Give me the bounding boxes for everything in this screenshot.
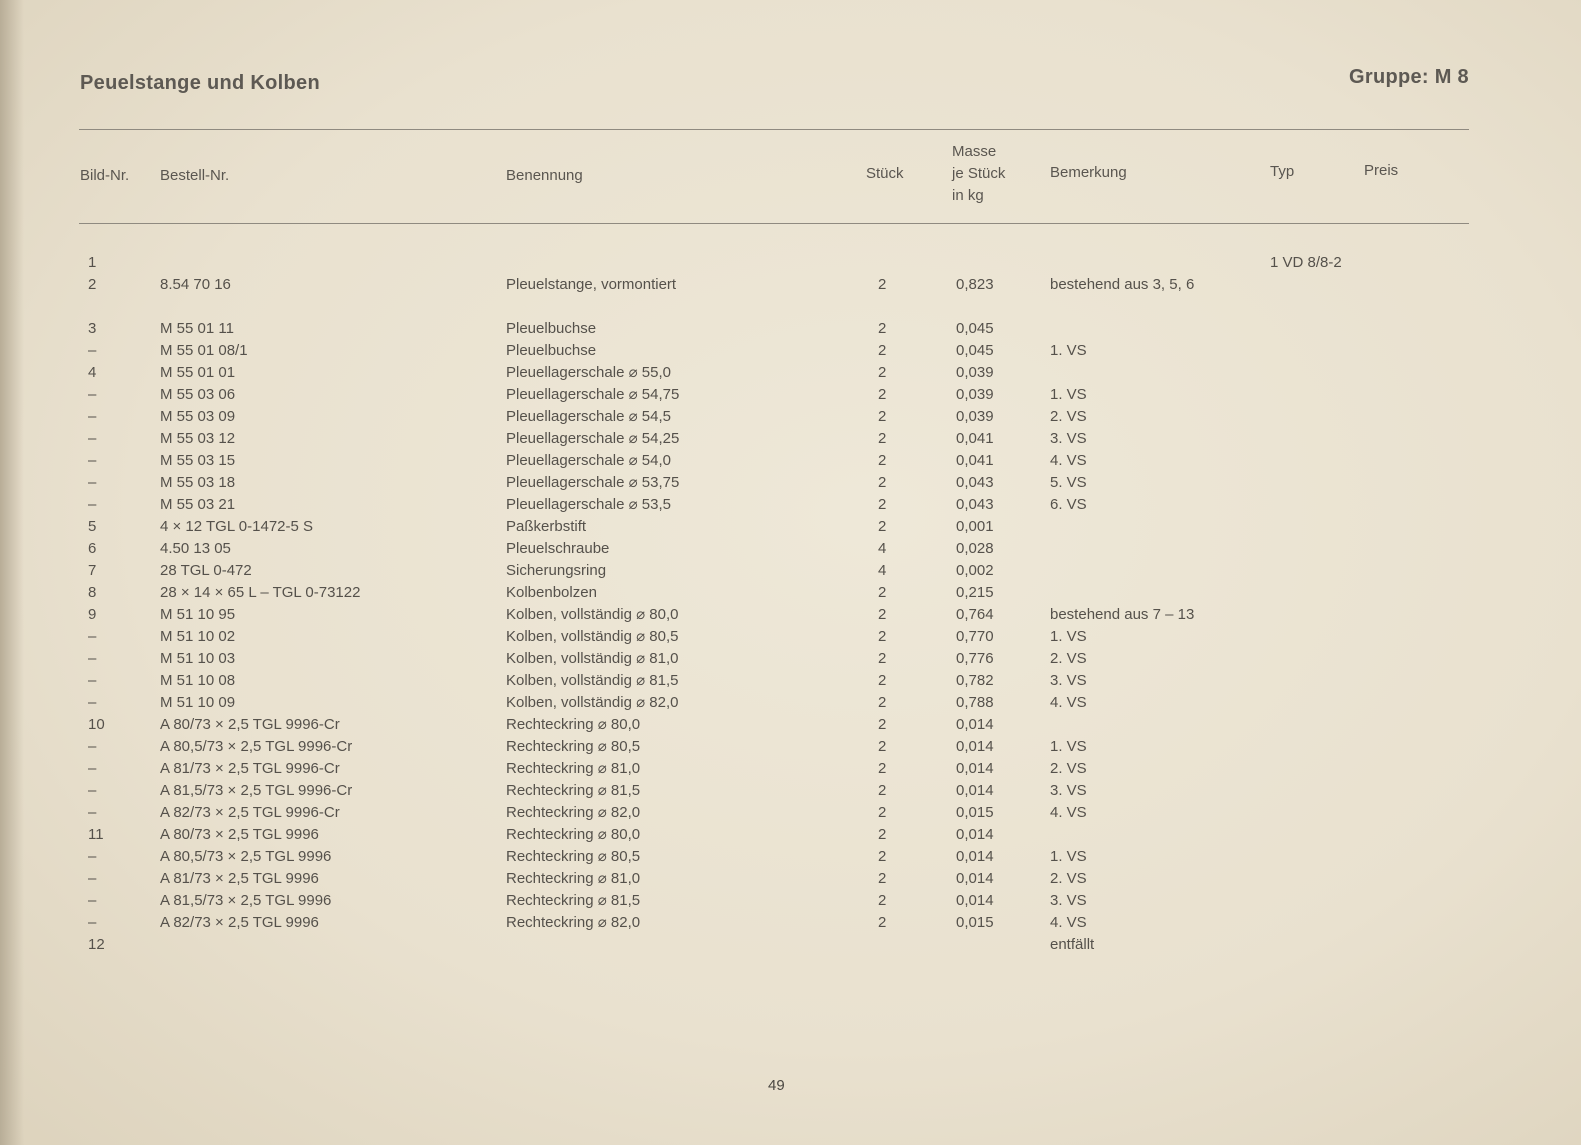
cell-bild: 1 <box>88 254 97 271</box>
cell-bemerkung: 4. VS <box>1050 914 1087 931</box>
cell-bild: – <box>88 672 97 689</box>
cell-bild: – <box>88 782 97 799</box>
cell-masse: 0,015 <box>956 804 994 821</box>
cell-bestell: M 51 10 03 <box>160 650 236 667</box>
cell-bild: – <box>88 342 97 359</box>
cell-masse: 0,014 <box>956 848 994 865</box>
cell-bestell: 28 × 14 × 65 L – TGL 0-73122 <box>160 584 361 601</box>
cell-masse: 0,014 <box>956 826 994 843</box>
cell-bild: 7 <box>88 562 97 579</box>
cell-bild: – <box>88 892 97 909</box>
cell-bild: 3 <box>88 320 97 337</box>
cell-stueck: 2 <box>878 606 887 623</box>
cell-bild: 5 <box>88 518 97 535</box>
cell-bemerkung: 1. VS <box>1050 628 1087 645</box>
cell-benennung: Pleuellagerschale ⌀ 55,0 <box>506 364 671 381</box>
cell-stueck: 2 <box>878 804 887 821</box>
cell-bestell: A 81,5/73 × 2,5 TGL 9996 <box>160 892 332 909</box>
cell-bestell: M 55 03 18 <box>160 474 236 491</box>
cell-bestell: M 55 01 11 <box>160 320 234 337</box>
cell-bild: – <box>88 386 97 403</box>
cell-benennung: Kolben, vollständig ⌀ 82,0 <box>506 694 679 711</box>
cell-stueck: 4 <box>878 540 887 557</box>
cell-bemerkung: bestehend aus 3, 5, 6 <box>1050 276 1195 293</box>
cell-bild: – <box>88 870 97 887</box>
cell-bestell: A 82/73 × 2,5 TGL 9996-Cr <box>160 804 340 821</box>
column-header-bestell: Bestell-Nr. <box>160 167 230 184</box>
cell-bild: 8 <box>88 584 97 601</box>
cell-masse: 0,776 <box>956 650 994 667</box>
cell-bild: 11 <box>88 826 104 843</box>
cell-masse: 0,039 <box>956 408 994 425</box>
group-label: Gruppe: M 8 <box>1349 66 1469 88</box>
cell-bild: – <box>88 496 97 513</box>
cell-bemerkung: 1. VS <box>1050 738 1087 755</box>
cell-benennung: Pleuelbuchse <box>506 342 597 359</box>
cell-benennung: Kolben, vollständig ⌀ 80,5 <box>506 628 679 645</box>
cell-stueck: 2 <box>878 738 887 755</box>
cell-benennung: Rechteckring ⌀ 80,5 <box>506 848 641 865</box>
cell-bestell: A 80,5/73 × 2,5 TGL 9996-Cr <box>160 738 353 755</box>
cell-bemerkung: bestehend aus 7 – 13 <box>1050 606 1195 623</box>
cell-benennung: Sicherungsring <box>506 562 607 579</box>
column-header-masse-line1: Masse <box>952 143 997 160</box>
cell-bestell: M 55 03 06 <box>160 386 236 403</box>
cell-masse: 0,788 <box>956 694 994 711</box>
header-top-rule <box>79 129 1469 130</box>
cell-benennung: Pleuelstange, vormontiert <box>506 276 677 293</box>
cell-masse: 0,782 <box>956 672 994 689</box>
cell-stueck: 2 <box>878 430 887 447</box>
cell-bestell: 28 TGL 0-472 <box>160 562 252 579</box>
cell-stueck: 2 <box>878 650 887 667</box>
cell-benennung: Pleuellagerschale ⌀ 54,0 <box>506 452 671 469</box>
cell-bemerkung: 3. VS <box>1050 782 1087 799</box>
cell-benennung: Kolben, vollständig ⌀ 81,5 <box>506 672 679 689</box>
cell-bemerkung: 2. VS <box>1050 760 1087 777</box>
column-header-preis: Preis <box>1364 162 1399 179</box>
cell-bild: – <box>88 914 97 931</box>
cell-bestell: A 82/73 × 2,5 TGL 9996 <box>160 914 319 931</box>
cell-masse: 0,041 <box>956 430 994 447</box>
cell-masse: 0,039 <box>956 364 994 381</box>
cell-stueck: 2 <box>878 408 887 425</box>
cell-bestell: 4 × 12 TGL 0-1472-5 S <box>160 518 314 535</box>
cell-masse: 0,014 <box>956 716 994 733</box>
cell-benennung: Pleuelschraube <box>506 540 610 557</box>
cell-bestell: M 51 10 09 <box>160 694 236 711</box>
cell-bild: – <box>88 760 97 777</box>
cell-stueck: 2 <box>878 892 887 909</box>
cell-benennung: Rechteckring ⌀ 80,0 <box>506 716 641 733</box>
cell-bild: – <box>88 452 97 469</box>
cell-masse: 0,041 <box>956 452 994 469</box>
cell-benennung: Rechteckring ⌀ 81,5 <box>506 782 641 799</box>
cell-masse: 0,039 <box>956 386 994 403</box>
cell-bestell: M 51 10 02 <box>160 628 236 645</box>
cell-bild: 6 <box>88 540 97 557</box>
cell-masse: 0,014 <box>956 782 994 799</box>
cell-bemerkung: entfällt <box>1050 936 1095 953</box>
cell-benennung: Pleuelbuchse <box>506 320 597 337</box>
cell-benennung: Paßkerbstift <box>506 518 587 535</box>
cell-masse: 0,215 <box>956 584 994 601</box>
cell-stueck: 2 <box>878 584 887 601</box>
cell-stueck: 2 <box>878 452 887 469</box>
cell-bemerkung: 4. VS <box>1050 452 1087 469</box>
cell-benennung: Kolben, vollständig ⌀ 80,0 <box>506 606 679 623</box>
column-header-stueck: Stück <box>866 165 904 182</box>
page-title: Peuelstange und Kolben <box>80 72 320 94</box>
cell-stueck: 2 <box>878 716 887 733</box>
cell-masse: 0,014 <box>956 760 994 777</box>
cell-bild: 12 <box>88 936 105 953</box>
cell-benennung: Rechteckring ⌀ 81,5 <box>506 892 641 909</box>
cell-bemerkung: 3. VS <box>1050 892 1087 909</box>
cell-bestell: M 51 10 08 <box>160 672 236 689</box>
cell-bemerkung: 2. VS <box>1050 870 1087 887</box>
cell-benennung: Rechteckring ⌀ 81,0 <box>506 760 641 777</box>
column-header-masse <box>952 141 1005 207</box>
cell-bemerkung: 1. VS <box>1050 386 1087 403</box>
cell-benennung: Kolbenbolzen <box>506 584 597 601</box>
cell-stueck: 2 <box>878 320 887 337</box>
cell-bemerkung: 6. VS <box>1050 496 1087 513</box>
cell-stueck: 2 <box>878 628 887 645</box>
cell-masse: 0,001 <box>956 518 994 535</box>
cell-bemerkung: 4. VS <box>1050 694 1087 711</box>
cell-stueck: 2 <box>878 276 887 293</box>
cell-bild: – <box>88 408 97 425</box>
header-bottom-rule <box>79 223 1469 224</box>
cell-benennung: Pleuellagerschale ⌀ 54,75 <box>506 386 680 403</box>
cell-masse: 0,823 <box>956 276 994 293</box>
cell-bestell: M 55 01 08/1 <box>160 342 248 359</box>
page-binding-shadow <box>0 0 24 1145</box>
cell-benennung: Rechteckring ⌀ 81,0 <box>506 870 641 887</box>
cell-masse: 0,764 <box>956 606 994 623</box>
cell-stueck: 2 <box>878 672 887 689</box>
cell-bestell: A 80/73 × 2,5 TGL 9996-Cr <box>160 716 340 733</box>
cell-bestell: M 55 01 01 <box>160 364 236 381</box>
column-header-masse-line2: je Stück <box>952 165 1006 182</box>
cell-bild: 10 <box>88 716 105 733</box>
cell-stueck: 2 <box>878 342 887 359</box>
cell-bemerkung: 2. VS <box>1050 408 1087 425</box>
cell-stueck: 2 <box>878 364 887 381</box>
cell-bild: 2 <box>88 276 97 293</box>
cell-masse: 0,043 <box>956 474 994 491</box>
cell-bild: – <box>88 694 97 711</box>
cell-stueck: 2 <box>878 782 887 799</box>
cell-benennung: Rechteckring ⌀ 80,5 <box>506 738 641 755</box>
cell-bild: – <box>88 650 97 667</box>
cell-bild: 9 <box>88 606 97 623</box>
cell-masse: 0,770 <box>956 628 994 645</box>
cell-stueck: 2 <box>878 474 887 491</box>
cell-bestell: M 55 03 21 <box>160 496 236 513</box>
cell-benennung: Rechteckring ⌀ 82,0 <box>506 804 641 821</box>
cell-bestell: M 51 10 95 <box>160 606 236 623</box>
cell-benennung: Rechteckring ⌀ 82,0 <box>506 914 641 931</box>
cell-bestell: A 80/73 × 2,5 TGL 9996 <box>160 826 319 843</box>
cell-benennung: Pleuellagerschale ⌀ 54,5 <box>506 408 671 425</box>
column-header-benennung: Benennung <box>506 167 583 184</box>
cell-bestell: A 81/73 × 2,5 TGL 9996-Cr <box>160 760 340 777</box>
cell-masse: 0,043 <box>956 496 994 513</box>
column-header-bild: Bild-Nr. <box>80 167 130 184</box>
cell-stueck: 2 <box>878 518 887 535</box>
cell-bemerkung: 2. VS <box>1050 650 1087 667</box>
cell-bild: – <box>88 474 97 491</box>
cell-bild: – <box>88 848 97 865</box>
cell-bild: – <box>88 430 97 447</box>
cell-bestell: A 81/73 × 2,5 TGL 9996 <box>160 870 319 887</box>
cell-masse: 0,002 <box>956 562 994 579</box>
cell-stueck: 2 <box>878 848 887 865</box>
column-header-bemerkung: Bemerkung <box>1050 164 1127 181</box>
cell-benennung: Rechteckring ⌀ 80,0 <box>506 826 641 843</box>
cell-bild: 4 <box>88 364 97 381</box>
cell-masse: 0,014 <box>956 870 994 887</box>
cell-stueck: 2 <box>878 386 887 403</box>
cell-bestell: M 55 03 12 <box>160 430 236 447</box>
cell-stueck: 2 <box>878 870 887 887</box>
column-header-typ: Typ <box>1270 163 1295 180</box>
cell-bild: – <box>88 804 97 821</box>
cell-masse: 0,028 <box>956 540 994 557</box>
cell-stueck: 4 <box>878 562 887 579</box>
cell-masse: 0,045 <box>956 342 994 359</box>
cell-stueck: 2 <box>878 914 887 931</box>
cell-masse: 0,014 <box>956 892 994 909</box>
cell-typ: 1 VD 8/8-2 <box>1270 254 1342 271</box>
page-number: 49 <box>768 1077 785 1094</box>
cell-stueck: 2 <box>878 760 887 777</box>
cell-stueck: 2 <box>878 826 887 843</box>
column-header-masse-line3: in kg <box>952 187 984 204</box>
cell-bestell: A 80,5/73 × 2,5 TGL 9996 <box>160 848 332 865</box>
cell-bemerkung: 1. VS <box>1050 848 1087 865</box>
cell-stueck: 2 <box>878 496 887 513</box>
cell-benennung: Pleuellagerschale ⌀ 53,5 <box>506 496 671 513</box>
cell-masse: 0,015 <box>956 914 994 931</box>
cell-stueck: 2 <box>878 694 887 711</box>
cell-bild: – <box>88 628 97 645</box>
cell-bemerkung: 1. VS <box>1050 342 1087 359</box>
cell-masse: 0,045 <box>956 320 994 337</box>
cell-bestell: M 55 03 15 <box>160 452 236 469</box>
cell-benennung: Pleuellagerschale ⌀ 53,75 <box>506 474 680 491</box>
cell-masse: 0,014 <box>956 738 994 755</box>
cell-bestell: 4.50 13 05 <box>160 540 231 557</box>
cell-bestell: M 55 03 09 <box>160 408 236 425</box>
cell-bestell: A 81,5/73 × 2,5 TGL 9996-Cr <box>160 782 353 799</box>
cell-bild: – <box>88 738 97 755</box>
cell-benennung: Pleuellagerschale ⌀ 54,25 <box>506 430 680 447</box>
cell-benennung: Kolben, vollständig ⌀ 81,0 <box>506 650 679 667</box>
cell-bestell: 8.54 70 16 <box>160 276 231 293</box>
cell-bemerkung: 4. VS <box>1050 804 1087 821</box>
cell-bemerkung: 5. VS <box>1050 474 1087 491</box>
cell-bemerkung: 3. VS <box>1050 430 1087 447</box>
cell-bemerkung: 3. VS <box>1050 672 1087 689</box>
